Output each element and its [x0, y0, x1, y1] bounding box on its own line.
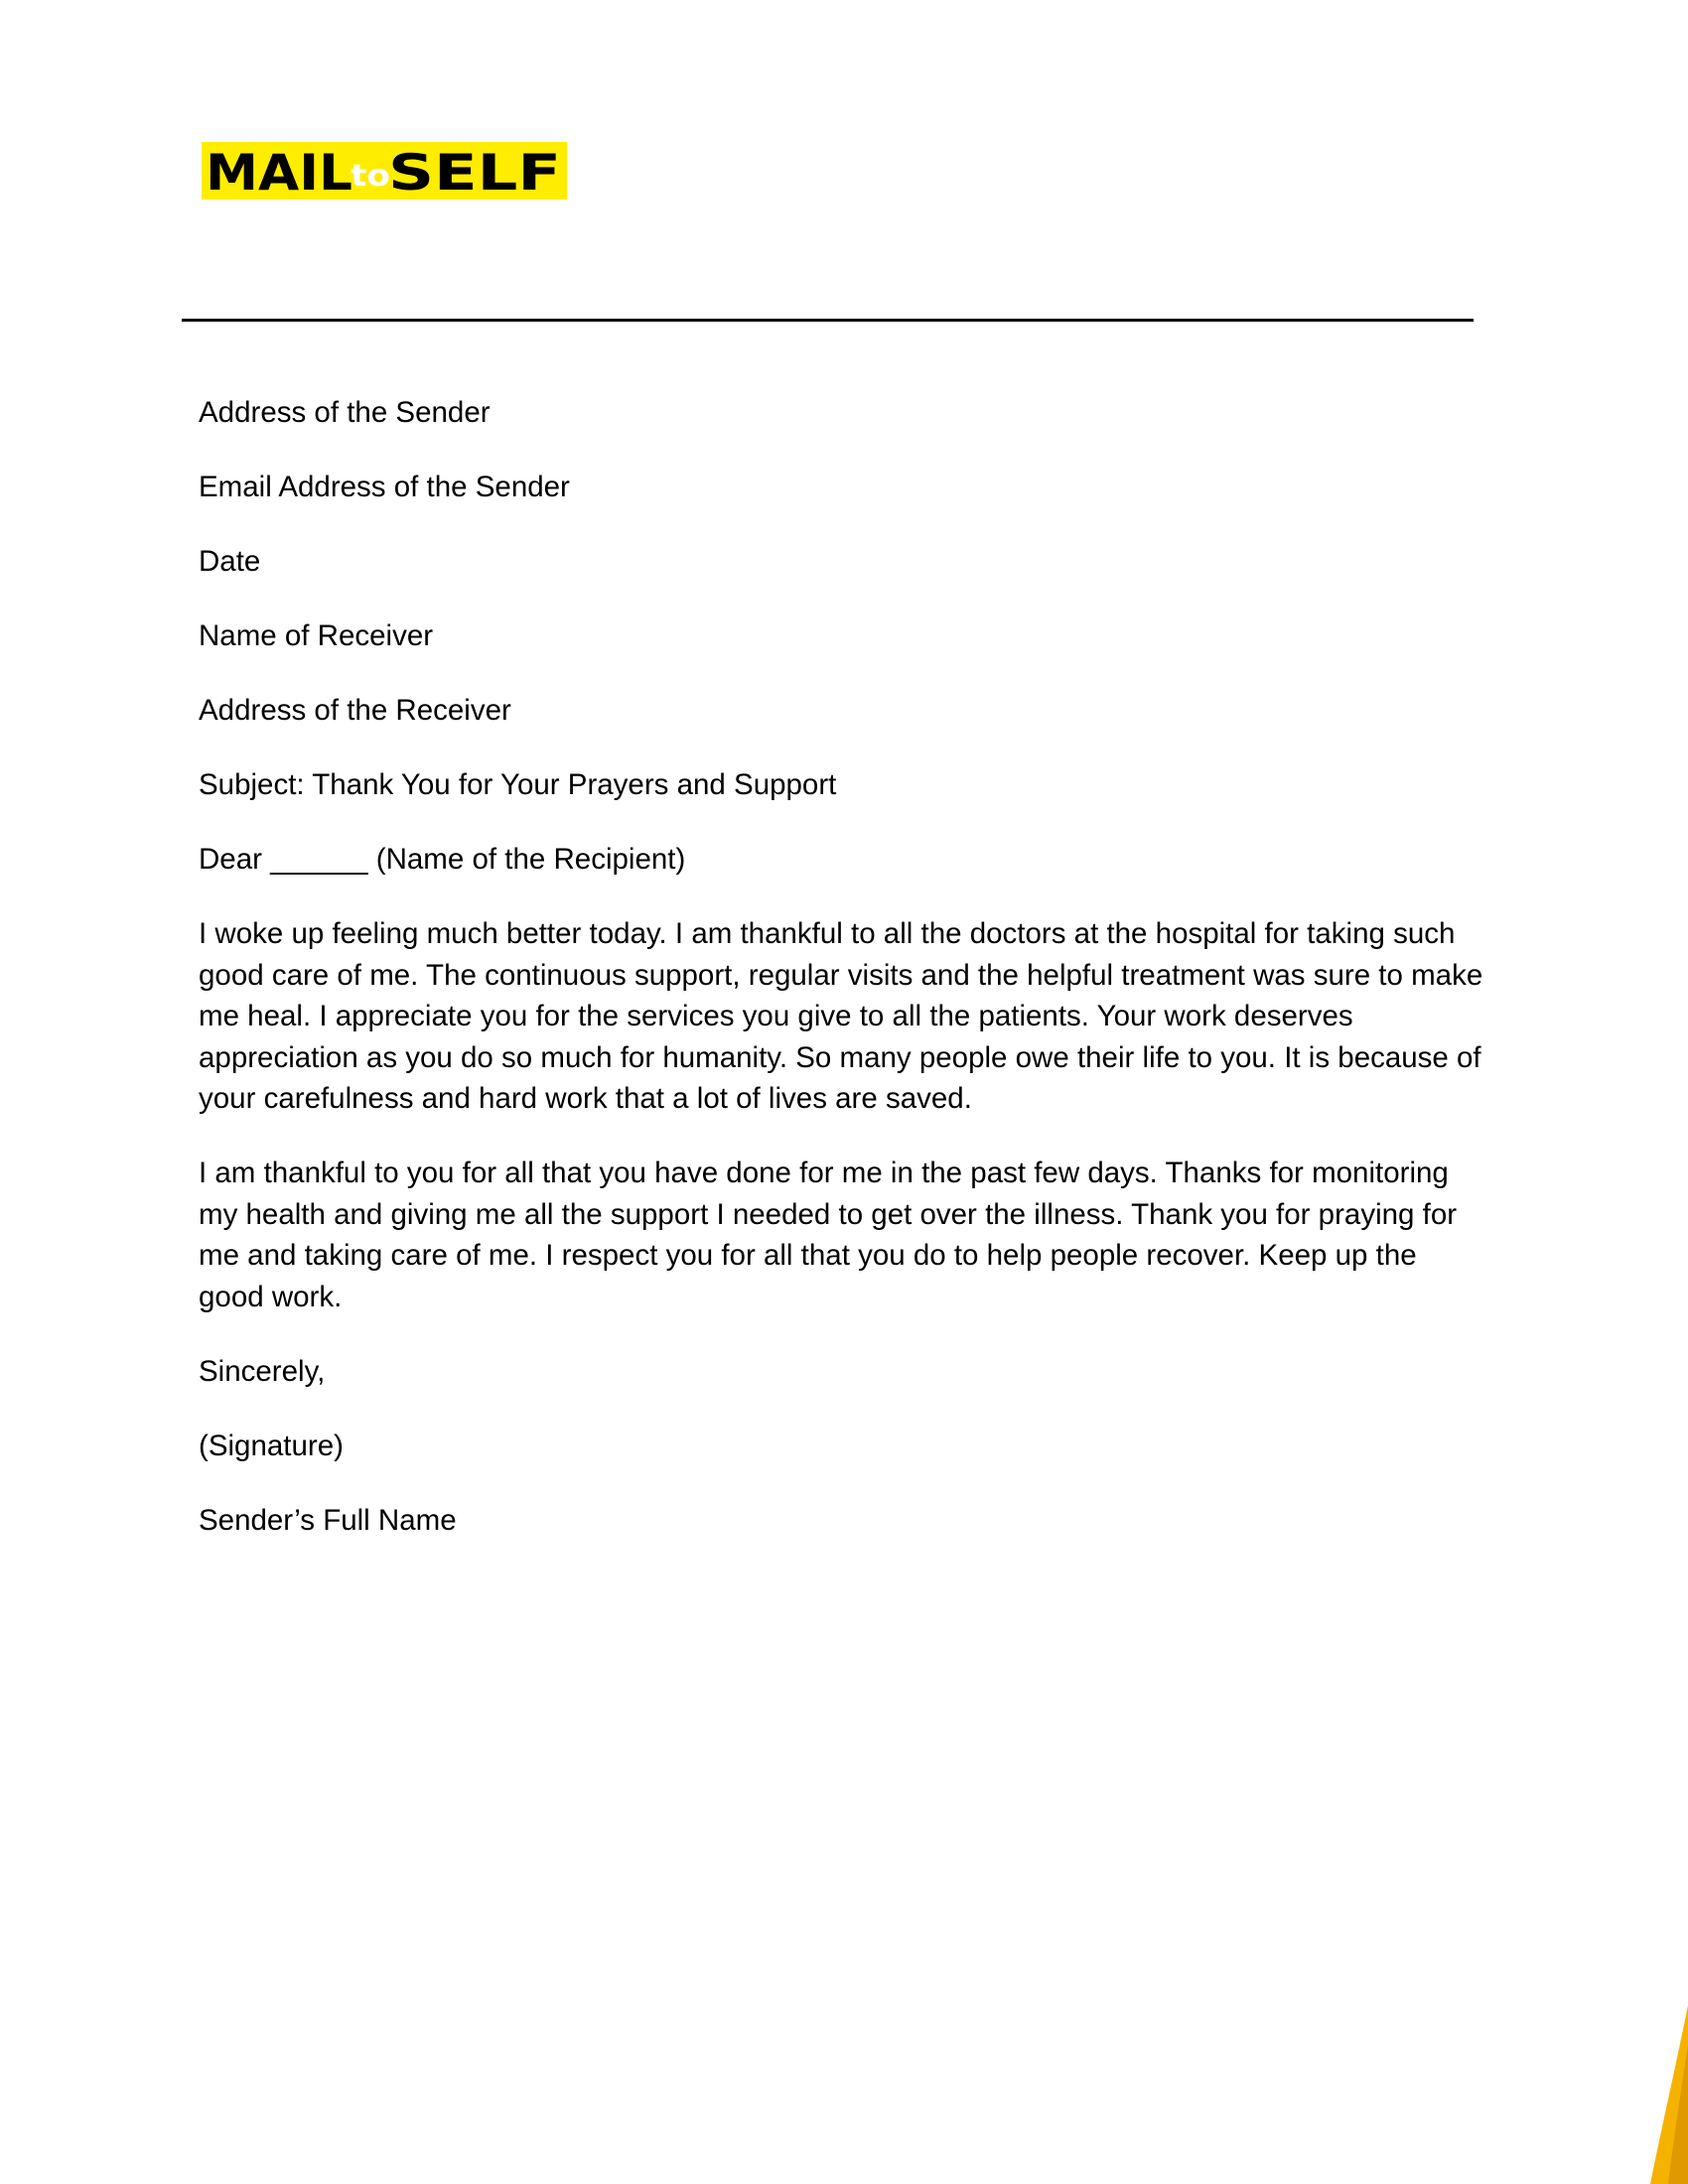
body-paragraph-1: I woke up feeling much better today. I am thankful to all the doctors at the hospital for taking such good care of me. The continuous support, regular visits and the helpful treatment was sure to make me heal. I appreciate you for the services you give to all the patients. Your work deserves appreciation as you do so much for humanity. So many people owe their life to you. It is because of your carefulness and hard work that a lot of lives are saved. — [199, 917, 1483, 1115]
receiver-address: Address of the Receiver — [199, 694, 511, 727]
letter-date: Date — [199, 545, 261, 578]
signature-placeholder: (Signature) — [199, 1429, 344, 1462]
sender-email: Email Address of the Sender — [199, 471, 570, 503]
body-paragraph-2: I am thankful to you for all that you have done for me in the past few days. Thanks for monitoring my health and giving me all the support I needed to get over the illness. Thank you for praying for me and taking care of me. I respect you for all that you do to help people recover. Keep up the good work. — [199, 1157, 1458, 1313]
sender-address: Address of the Sender — [199, 396, 491, 429]
header-divider — [182, 319, 1474, 322]
letter-body — [199, 392, 1489, 1574]
logo-mark — [202, 142, 567, 200]
logo-text-self: SELF — [388, 144, 561, 200]
corner-decoration — [1628, 2005, 1688, 2184]
mail-to-self-logo — [202, 142, 567, 200]
letter-subject: Subject: Thank You for Your Prayers and Support — [199, 768, 837, 801]
logo-text-mail: MAIL — [206, 144, 352, 200]
salutation: Dear ______ (Name of the Recipient) — [199, 843, 686, 876]
closing: Sincerely, — [199, 1354, 326, 1388]
sender-full-name: Sender’s Full Name — [199, 1503, 457, 1537]
receiver-name: Name of Receiver — [199, 619, 434, 652]
logo-text-to: to — [351, 159, 390, 194]
